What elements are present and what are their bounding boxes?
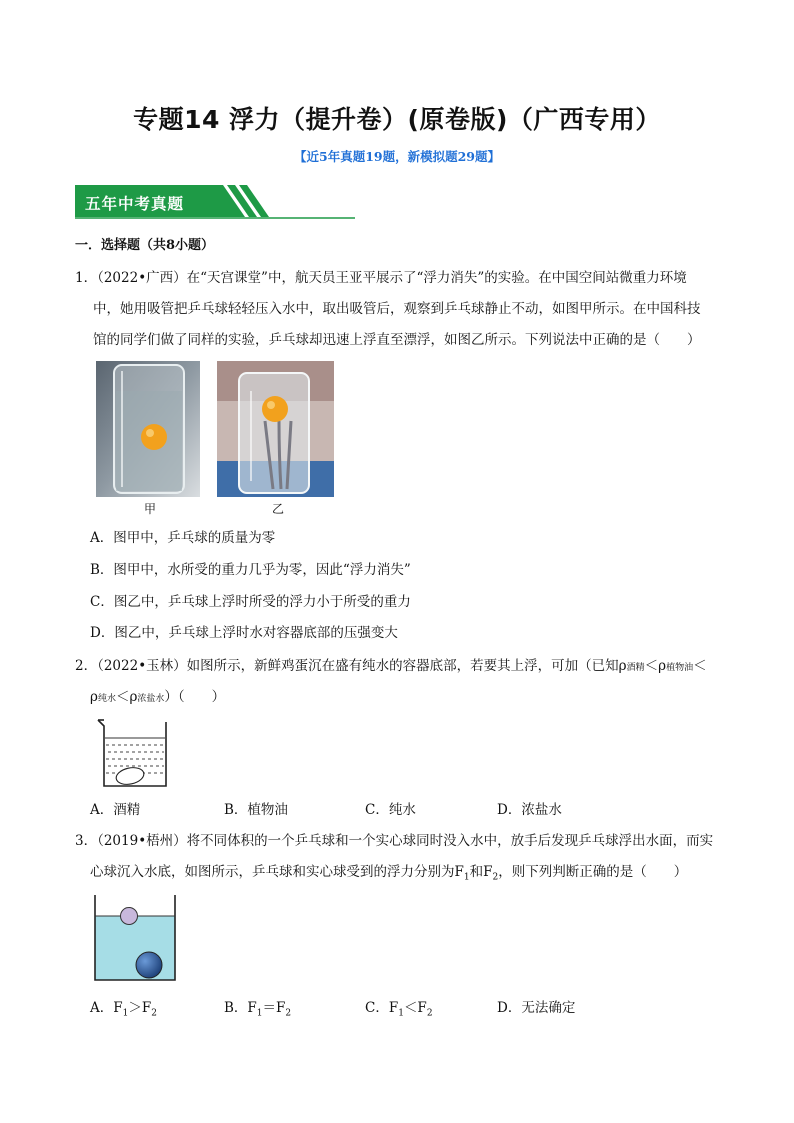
- q3-option-b: B．$F_1=F_2$: [224, 1000, 292, 1019]
- q2-option-b: B．植物油: [224, 802, 288, 818]
- q2-option-c: C．纯水: [365, 802, 416, 818]
- q2-line-2: ρ纯水＜ρ浓盐水）（ ）: [90, 689, 226, 705]
- q3-line-1: 3．（2019•梧州）将不同体积的一个乒乓球和一个实心球同时没入水中，放手后发现乒乓球浮出水面，而实: [75, 833, 714, 849]
- q3-option-d: D．无法确定: [497, 1000, 576, 1016]
- q3-tank-diagram: [93, 894, 177, 982]
- q3-line-2: 心球沉入水底，如图所示，乒乓球和实心球受到的浮力分别为$F_1$和$F_2$，则下列判断正确的是（ ）: [90, 864, 688, 883]
- q2-option-d: D．浓盐水: [497, 802, 562, 818]
- q1-option-a: A．图甲中，乒乓球的质量为零: [90, 530, 276, 546]
- q1-option-c: C．图乙中，乒乓球上浮时所受的浮力小于所受的重力: [90, 594, 411, 610]
- q1-option-d: D．图乙中，乒乓球上浮时水对容器底部的压强变大: [90, 625, 398, 641]
- q1-option-b: B．图甲中，水所受的重力几乎为零，因此“浮力消失”: [90, 562, 411, 578]
- q3-option-a: A．$F_1>F_2$: [90, 1000, 157, 1019]
- q1-photo-yi: [217, 361, 334, 497]
- page-title: 专题14 浮力（提升卷）(原卷版)（广西专用）: [133, 105, 661, 134]
- q1-line-2: 中，她用吸管把乒乓球轻轻压入水中，取出吸管后，观察到乒乓球静止不动，如图甲所示。在中国科技: [93, 301, 701, 317]
- q2-option-a: A．酒精: [90, 802, 141, 818]
- q1-line-3: 馆的同学们做了同样的实验，乒乓球却迅速上浮直至漂浮，如图乙所示。下列说法中正确的是（ ）: [93, 332, 701, 348]
- page-subtitle: 【近5年真题19题，新模拟题29题】: [294, 149, 500, 164]
- q2-beaker-diagram: [96, 718, 170, 788]
- q1-caption-yi: 乙: [272, 502, 285, 516]
- section-banner-label: 五年中考真题: [85, 195, 185, 213]
- q1-line-1: 1．（2022•广西）在“天宫课堂”中，航天员王亚平展示了“浮力消失”的实验。在中国空间站微重力环境: [75, 270, 687, 286]
- q1-photo-jia: [96, 361, 200, 497]
- q2-line-1: 2．（2022•玉林）如图所示，新鲜鸡蛋沉在盛有纯水的容器底部，若要其上浮，可加（已知ρ酒精＜ρ植物油＜: [75, 658, 707, 674]
- q3-option-c: C．$F_1<F_2$: [365, 1000, 433, 1019]
- q1-caption-jia: 甲: [144, 502, 157, 516]
- section-heading: 一．选择题（共8小题）: [75, 238, 215, 253]
